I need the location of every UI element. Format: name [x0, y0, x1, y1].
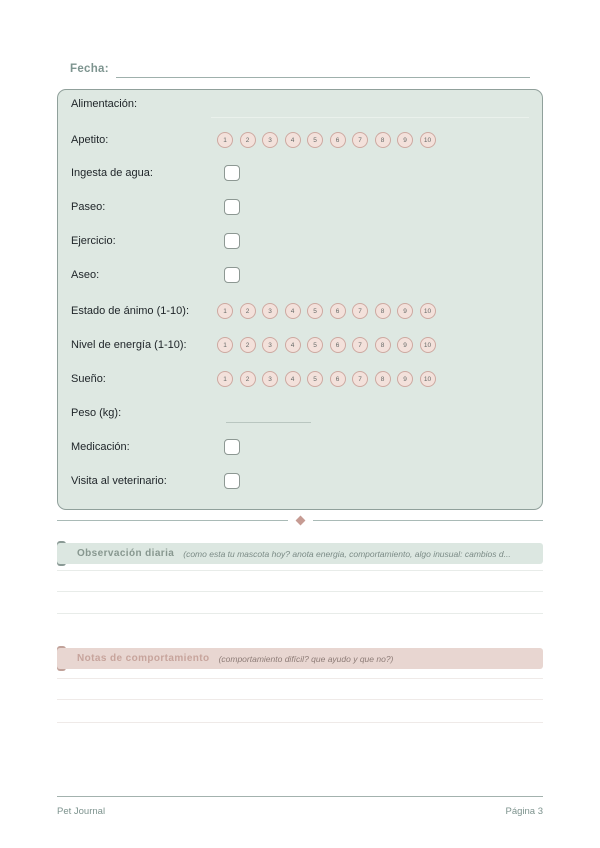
field-label: Estado de ánimo (1-10): — [71, 305, 190, 317]
section-divider — [57, 516, 543, 525]
rating-circle[interactable]: 9 — [397, 337, 413, 353]
behavior-notes-title: Notas de comportamiento — [77, 653, 210, 664]
mood-rating — [217, 303, 436, 319]
footer-page-number: Página 3 — [505, 806, 543, 817]
form-row-paseo — [71, 197, 529, 217]
divider-line — [57, 520, 288, 521]
behavior-notes-writing-line[interactable] — [57, 678, 543, 679]
rating-circle[interactable]: 6 — [330, 303, 346, 319]
rating-circle[interactable]: 4 — [285, 303, 301, 319]
field-label: Sueño: — [71, 373, 106, 385]
sleep-rating — [217, 371, 436, 387]
rating-circle[interactable]: 9 — [397, 303, 413, 319]
rating-circle[interactable]: 9 — [397, 132, 413, 148]
rating-circle[interactable]: 6 — [330, 371, 346, 387]
behavior-notes-header — [57, 648, 543, 669]
observation-header — [57, 543, 543, 564]
observation-title: Observación diaria — [77, 548, 175, 559]
rating-circle[interactable]: 5 — [307, 337, 323, 353]
water-intake-checkbox[interactable] — [224, 165, 240, 181]
form-row-visita-veterinario — [71, 471, 529, 491]
rating-circle[interactable]: 5 — [307, 132, 323, 148]
form-section-title: Alimentación: — [71, 98, 138, 110]
medication-checkbox[interactable] — [224, 439, 240, 455]
form-row-aseo — [71, 265, 529, 285]
observation-writing-line[interactable] — [57, 613, 543, 614]
rating-circle[interactable]: 10 — [420, 303, 436, 319]
rating-circle[interactable]: 1 — [217, 371, 233, 387]
form-row-apetito — [71, 130, 529, 150]
behavior-notes-hint: (comportamiento difícil? que ayudo y que no?) — [218, 653, 394, 664]
rating-circle[interactable]: 6 — [330, 337, 346, 353]
footer-app-name: Pet Journal — [57, 806, 106, 817]
rating-circle[interactable]: 2 — [240, 371, 256, 387]
rating-circle[interactable]: 7 — [352, 303, 368, 319]
rating-circle[interactable]: 8 — [375, 337, 391, 353]
date-input-line[interactable] — [116, 63, 530, 78]
appetite-rating — [217, 132, 436, 148]
field-label: Aseo: — [71, 269, 100, 281]
field-label: Visita al veterinario: — [71, 475, 167, 487]
observation-hint: (como esta tu mascota hoy? anota energia, comportamiento, algo inusual: cambios d... — [183, 548, 511, 559]
rating-circle[interactable]: 4 — [285, 371, 301, 387]
rating-circle[interactable]: 3 — [262, 371, 278, 387]
rating-circle[interactable]: 2 — [240, 337, 256, 353]
form-row-ingesta-de-agua — [71, 163, 529, 183]
daily-care-form — [57, 89, 543, 510]
behavior-notes-writing-line[interactable] — [57, 699, 543, 700]
rating-circle[interactable]: 8 — [375, 132, 391, 148]
form-row-sueno — [71, 369, 529, 389]
rating-circle[interactable]: 4 — [285, 132, 301, 148]
field-label: Paseo: — [71, 201, 106, 213]
field-label: Medicación: — [71, 441, 130, 453]
feeding-input-line[interactable] — [211, 117, 529, 118]
field-label: Ejercicio: — [71, 235, 116, 247]
rating-circle[interactable]: 3 — [262, 132, 278, 148]
rating-circle[interactable]: 4 — [285, 337, 301, 353]
walk-checkbox[interactable] — [224, 199, 240, 215]
rating-circle[interactable]: 5 — [307, 371, 323, 387]
exercise-checkbox[interactable] — [224, 233, 240, 249]
rating-circle[interactable]: 1 — [217, 132, 233, 148]
rating-circle[interactable]: 1 — [217, 337, 233, 353]
divider-line — [313, 520, 544, 521]
form-row-nivel-de-energia — [71, 335, 529, 355]
energy-rating — [217, 337, 436, 353]
form-row-ejercicio — [71, 231, 529, 251]
form-row-estado-de-animo — [71, 301, 529, 321]
weight-input-line[interactable] — [226, 422, 311, 423]
footer-divider — [57, 796, 543, 797]
rating-circle[interactable]: 5 — [307, 303, 323, 319]
form-row-peso — [71, 403, 529, 423]
rating-circle[interactable]: 2 — [240, 132, 256, 148]
rating-circle[interactable]: 3 — [262, 337, 278, 353]
rating-circle[interactable]: 8 — [375, 371, 391, 387]
vet-visit-checkbox[interactable] — [224, 473, 240, 489]
rating-circle[interactable]: 1 — [217, 303, 233, 319]
diamond-icon — [295, 516, 305, 526]
rating-circle[interactable]: 7 — [352, 371, 368, 387]
rating-circle[interactable]: 2 — [240, 303, 256, 319]
field-label: Apetito: — [71, 134, 109, 146]
rating-circle[interactable]: 7 — [352, 337, 368, 353]
rating-circle[interactable]: 10 — [420, 371, 436, 387]
observation-writing-line[interactable] — [57, 570, 543, 571]
behavior-notes-writing-line[interactable] — [57, 722, 543, 723]
rating-circle[interactable]: 3 — [262, 303, 278, 319]
rating-circle[interactable]: 10 — [420, 132, 436, 148]
field-label: Peso (kg): — [71, 407, 122, 419]
form-row-medicacion — [71, 437, 529, 457]
observation-writing-line[interactable] — [57, 591, 543, 592]
rating-circle[interactable]: 10 — [420, 337, 436, 353]
rating-circle[interactable]: 8 — [375, 303, 391, 319]
grooming-checkbox[interactable] — [224, 267, 240, 283]
date-label: Fecha: — [70, 63, 109, 75]
field-label: Ingesta de agua: — [71, 167, 153, 179]
rating-circle[interactable]: 7 — [352, 132, 368, 148]
rating-circle[interactable]: 6 — [330, 132, 346, 148]
field-label: Nivel de energía (1-10): — [71, 339, 187, 351]
rating-circle[interactable]: 9 — [397, 371, 413, 387]
